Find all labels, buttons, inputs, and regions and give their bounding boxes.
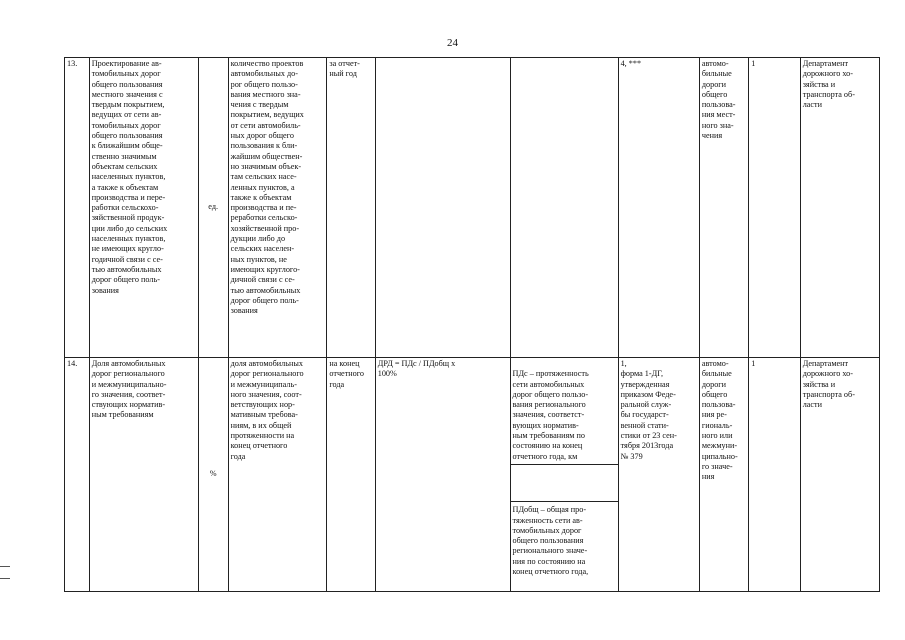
indicator-name: Доля автомобильных дорог регионального и межмуниципально- го значения, соответ- ствующих норматив- ным требованиям: [89, 358, 198, 592]
observation-object: автомо- бильные дороги общего пользова- ния ре- гиональ- ного или межмуни- ципально- го значе- ния: [699, 358, 748, 592]
table-row: [65, 358, 880, 592]
formula: [375, 58, 510, 358]
collection-method: 4, ***: [618, 58, 699, 358]
coverage-flag: 1: [749, 358, 800, 592]
time-period: за отчет- ный год: [327, 58, 375, 358]
collection-method: 1, форма 1-ДГ, утвержденная приказом Феде- ральной служ- бы государст- венной стати- стики от 23 сен- тября 2013года № 379: [618, 358, 699, 592]
responsible-body: Департамент дорожного хо- зяйства и транспорта об- ласти: [800, 58, 879, 358]
variables: [510, 58, 618, 358]
margin-mark: [0, 578, 10, 579]
indicator-definition: доля автомобильных дорог регионального и межмуниципаль- ного значения, соот- ветствующих нор- мативным требова- ниям, в их общей протяженности на конец отчетного года: [228, 358, 327, 592]
page-number: 24: [447, 37, 458, 49]
row-number: 14.: [65, 358, 90, 592]
responsible-body: Департамент дорожного хо- зяйства и транспорта об- ласти: [800, 358, 879, 592]
time-period: на конец отчетного года: [327, 358, 375, 592]
indicator-definition: количество проектов автомобильных до- рог общего пользо- вания местного зна- чения с твердым покрытием, ведущих от сети автомобиль- ных дорог общего пользования к бли- жайшим обществен- но значимым объек- там сельских насе- ленных пунктов, а также к объектам производства и пе- реработки сельско- хозяйственной про- дукции либо до сельских населен- ных пунктов, не имеющих круглого- дичной связи с се- тью автомобильных дорог общего поль- зования: [228, 58, 327, 358]
variable-definition: ПДс – протяженность сети автомобильных дорог общего пользо- вания регионального значения, соответст- вующих норматив- ным требованиям по состоянию на конец отчетного года, км: [511, 369, 618, 465]
indicator-name: Проектирование ав- томобильных дорог общего пользования местного значения с твердым покрытием, ведущих от сети ав- томобильных дорог общего пользования к ближайшим обще- ственно значимым объектам сельских населенных пунктов, а также к объектам производства и пере- работки сельскохо- зяйственной продук- ции либо до сельских населенных пунктов, не имеющих кругло- годичной связи с се- тью автомобильных дорог общего поль- зования: [89, 58, 198, 358]
variables: [510, 358, 618, 592]
observation-object: автомо- бильные дороги общего пользова- ния мест- ного зна- чения: [699, 58, 748, 358]
table-row: [65, 58, 880, 358]
unit-of-measure: ед.: [198, 58, 228, 358]
row-number: 13.: [65, 58, 90, 358]
coverage-flag: 1: [749, 58, 800, 358]
formula: ДРД = ПДс / ПДобщ х 100%: [375, 358, 510, 592]
unit-of-measure: %: [198, 358, 228, 592]
indicators-table: [64, 57, 880, 592]
variable-definition: ПДобщ – общая про- тяженность сети ав- томобильных дорог общего пользования регионального значе- ния по состоянию на конец отчетного года,: [511, 501, 618, 579]
margin-mark: [0, 566, 10, 567]
